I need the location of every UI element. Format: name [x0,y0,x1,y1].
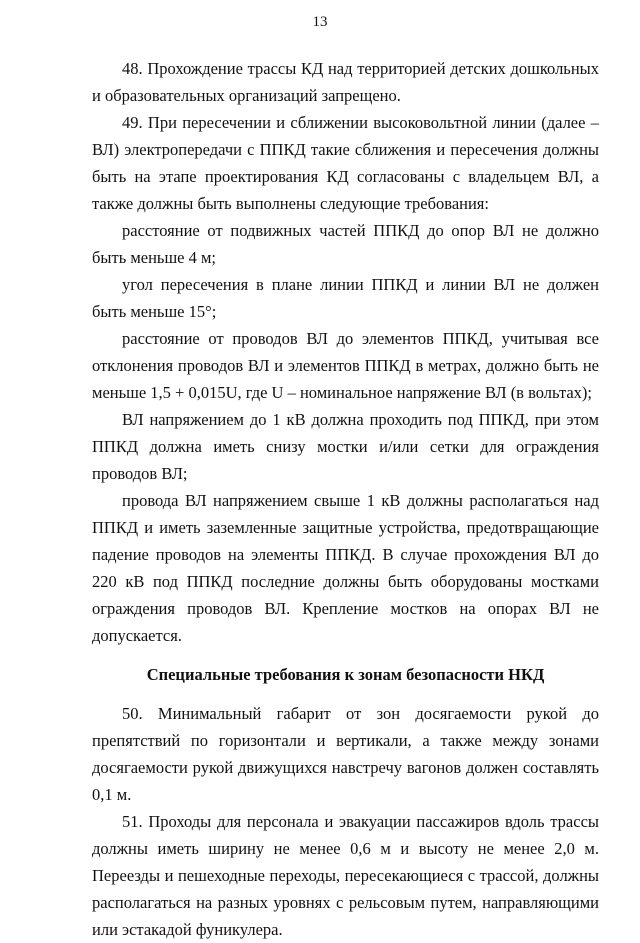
requirement-item: угол пересечения в плане линии ППКД и линии ВЛ не должен быть меньше 15°; [92,275,599,321]
section-heading: Специальные требования к зонам безопасности НКД [146,665,545,684]
paragraph-49: 49. При пересечении и сближении высоковольтной линии (далее – ВЛ) электропередачи с ППКД такие сближения и пересечения должны быть на этапе проектирования КД согласованы с владельцем ВЛ, а также должны быть выполнены следующие требования: [92,113,599,213]
requirement-item: расстояние от проводов ВЛ до элементов ППКД, учитывая все отклонения проводов ВЛ и элементов ППКД в метрах, должно быть не меньше 1,5 + 0,015U, где U – номинальное напряжение ВЛ (в вольтах); [92,329,599,402]
requirement-item: ВЛ напряжением до 1 кВ должна проходить под ППКД, при этом ППКД должна иметь снизу мостки и/или сетки для ограждения проводов ВЛ; [92,410,599,483]
requirement-item: расстояние от подвижных частей ППКД до опор ВЛ не должно быть меньше 4 м; [92,221,599,267]
document-body [92,55,599,943]
paragraph-51: 51. Проходы для персонала и эвакуации пассажиров вдоль трассы должны иметь ширину не менее 0,6 м и высоту не менее 2,0 м. Переезды и пешеходные переходы, пересекающиеся с трассой, должны располагаться на разных уровнях с рельсовым путем, направляющими или эстакадой фуникулера. [92,812,599,939]
paragraph-50: 50. Минимальный габарит от зон досягаемости рукой до препятствий по горизонтали и вертикали, а также между зонами досягаемости рукой движущихся навстречу вагонов должен составлять 0,1 м. [92,704,599,804]
page-number: 13 [312,14,328,30]
requirement-item: провода ВЛ напряжением свыше 1 кВ должны располагаться над ППКД и иметь заземленные защитные устройства, предотвращающие падение проводов на элементы ППКД. В случае прохождения ВЛ до 220 кВ под ППКД последние должны быть оборудованы мостками ограждения проводов ВЛ. Крепление мостков на опорах ВЛ не допускается. [92,491,599,645]
paragraph-48: 48. Прохождение трассы КД над территорией детских дошкольных и образовательных организаций запрещено. [92,59,599,105]
